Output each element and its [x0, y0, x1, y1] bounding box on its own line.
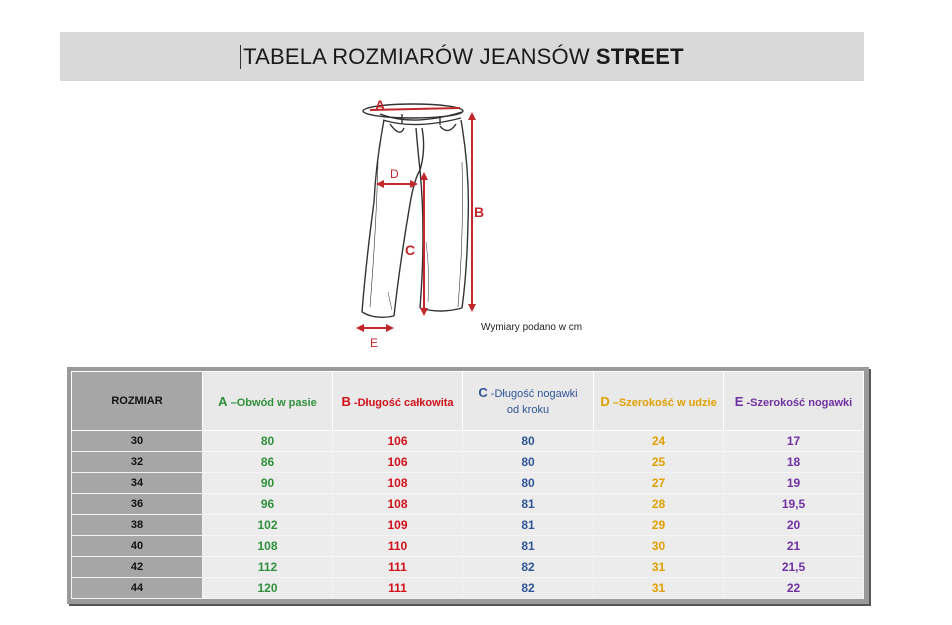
cell-leg-opening: 22 — [724, 578, 864, 599]
cell-inseam: 81 — [463, 515, 594, 536]
cell-leg-opening: 19,5 — [724, 494, 864, 515]
table-row — [72, 452, 864, 473]
table-row — [72, 557, 864, 578]
cell-total-length: 108 — [333, 494, 463, 515]
cell-total-length: 111 — [333, 557, 463, 578]
header-thigh: D –Szerokość w udzie — [594, 372, 724, 431]
cell-size: 44 — [72, 578, 203, 599]
cell-waist: 108 — [203, 536, 333, 557]
cell-leg-opening: 17 — [724, 431, 864, 452]
cell-leg-opening: 18 — [724, 452, 864, 473]
cell-leg-opening: 21,5 — [724, 557, 864, 578]
cell-total-length: 106 — [333, 431, 463, 452]
cell-leg-opening: 20 — [724, 515, 864, 536]
cell-inseam: 81 — [463, 494, 594, 515]
cell-inseam: 82 — [463, 557, 594, 578]
cell-size: 34 — [72, 473, 203, 494]
label-b: B — [474, 204, 485, 220]
cell-total-length: 108 — [333, 473, 463, 494]
cell-waist: 86 — [203, 452, 333, 473]
jeans-diagram — [340, 92, 520, 354]
cell-thigh: 29 — [594, 515, 724, 536]
title-main: TABELA ROZMIARÓW JEANSÓW — [243, 43, 590, 69]
cell-leg-opening: 19 — [724, 473, 864, 494]
arrow-head-e-right — [386, 324, 394, 332]
header-inseam: C -Długość nogawki od kroku — [463, 372, 594, 431]
table-row — [72, 473, 864, 494]
cell-waist: 102 — [203, 515, 333, 536]
cell-inseam: 80 — [463, 473, 594, 494]
cell-inseam: 80 — [463, 431, 594, 452]
arrow-head-e-left — [356, 324, 364, 332]
cell-thigh: 31 — [594, 557, 724, 578]
table-header-row — [72, 372, 864, 431]
cell-size: 40 — [72, 536, 203, 557]
arrow-head-b-top — [468, 112, 476, 120]
table-row — [72, 536, 864, 557]
label-d: D — [390, 167, 399, 181]
cell-thigh: 31 — [594, 578, 724, 599]
jeans-outline — [362, 104, 468, 317]
label-c: C — [405, 242, 416, 258]
measure-arrows — [356, 108, 476, 332]
cell-size: 32 — [72, 452, 203, 473]
cell-size: 30 — [72, 431, 203, 452]
cell-waist: 112 — [203, 557, 333, 578]
header-size: ROZMIAR — [72, 372, 203, 431]
label-e: E — [370, 336, 379, 350]
cell-leg-opening: 21 — [724, 536, 864, 557]
cell-size: 42 — [72, 557, 203, 578]
table-row — [72, 431, 864, 452]
header-leg-opening: E -Szerokość nogawki — [724, 372, 864, 431]
cell-thigh: 27 — [594, 473, 724, 494]
header-waist: A –Obwód w pasie — [203, 372, 333, 431]
cell-waist: 90 — [203, 473, 333, 494]
cell-waist: 96 — [203, 494, 333, 515]
header-total-length: B -Długość całkowita — [333, 372, 463, 431]
title-bold: STREET — [595, 43, 684, 69]
cell-thigh: 24 — [594, 431, 724, 452]
units-note: Wymiary podano w cm — [481, 322, 583, 333]
arrow-head-b-bottom — [468, 304, 476, 312]
cell-total-length: 110 — [333, 536, 463, 557]
cell-total-length: 111 — [333, 578, 463, 599]
cell-thigh: 28 — [594, 494, 724, 515]
table-row — [72, 578, 864, 599]
cell-size: 36 — [72, 494, 203, 515]
cell-total-length: 109 — [333, 515, 463, 536]
text-cursor — [240, 45, 241, 69]
table-row — [72, 494, 864, 515]
size-table — [71, 371, 864, 599]
cell-inseam: 81 — [463, 536, 594, 557]
arrow-head-c-bottom — [420, 308, 428, 316]
cell-size: 38 — [72, 515, 203, 536]
cell-total-length: 106 — [333, 452, 463, 473]
cell-thigh: 30 — [594, 536, 724, 557]
cell-thigh: 25 — [594, 452, 724, 473]
label-a: A — [375, 97, 386, 113]
cell-inseam: 80 — [463, 452, 594, 473]
page-title — [60, 32, 864, 81]
table-row — [72, 515, 864, 536]
cell-inseam: 82 — [463, 578, 594, 599]
cell-waist: 120 — [203, 578, 333, 599]
size-table-frame — [67, 367, 869, 604]
cell-waist: 80 — [203, 431, 333, 452]
